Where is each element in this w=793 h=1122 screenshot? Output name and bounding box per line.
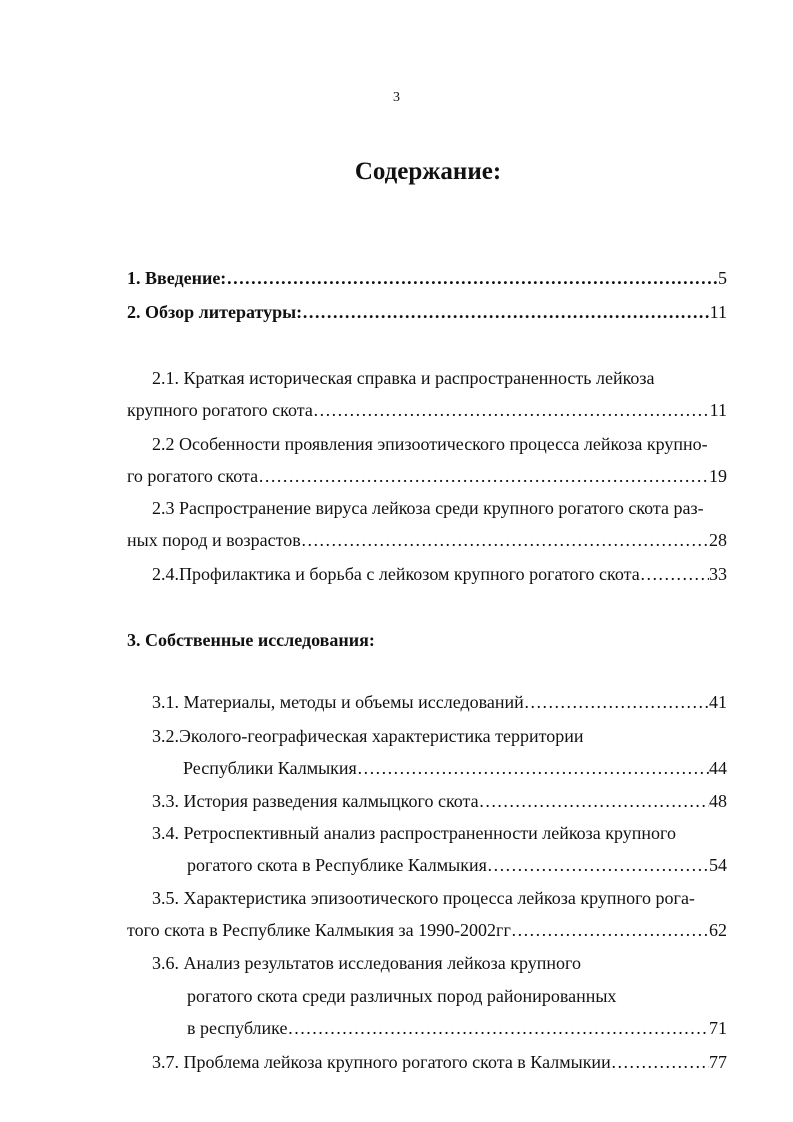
dot-leader [302,300,710,324]
toc-page-number: 5 [718,268,727,288]
toc-entry-text: ных пород и возрастов [127,530,301,550]
dot-leader [479,789,709,813]
toc-entry-3-5 [127,918,727,942]
toc-entry-2 [127,300,727,324]
toc-entry-text: 1. Введение: [127,268,227,288]
dot-leader [511,918,709,942]
toc-page-number: 33 [709,564,727,584]
toc-entry-text: 2. Обзор литературы: [127,302,303,322]
toc-entry-3-2-line1: 3.2.Эколого-географическая характеристика территории [152,726,584,746]
toc-entry-text: 3.7. Проблема лейкоза крупного рогатого скота в Калмыкии [152,1052,611,1072]
toc-page-number: 19 [709,466,727,486]
toc-entry-1 [127,266,727,290]
toc-entry-text: 2.4.Профилактика и борьба с лейкозом крупного рогатого скота [152,564,640,584]
dot-leader [226,266,718,290]
toc-entry-text: го рогатого скота [127,466,259,486]
dot-leader [258,464,709,488]
page-number: 3 [393,90,400,105]
toc-entry-text: рогатого скота в Республике Калмыкия [187,855,487,875]
toc-section-3-heading: 3. Собственные исследования: [127,630,375,650]
toc-entry-2-3 [127,528,727,552]
toc-entry-3-3 [152,789,727,813]
toc-entry-2-2-line1: 2.2 Особенности проявления эпизоотического процесса лейкоза крупно- [152,434,708,454]
toc-entry-2-1-line1: 2.1. Краткая историческая справка и распространенность лейкоза [152,368,655,388]
dot-leader [357,756,709,780]
toc-entry-text: в республике [187,1018,288,1038]
dot-leader [301,528,709,552]
toc-entry-2-3-line1: 2.3 Распространение вируса лейкоза среди крупного рогатого скота раз- [152,498,704,518]
dot-leader [487,853,709,877]
toc-page-number: 62 [709,920,727,940]
dot-leader [313,398,710,422]
toc-page-number: 11 [709,400,727,420]
toc-entry-text: 3.3. История разведения калмыцкого скота [152,791,479,811]
dot-leader [640,562,709,586]
toc-page-number: 77 [709,1052,727,1072]
toc-entry-2-2 [127,464,727,488]
dot-leader [287,1016,709,1040]
toc-entry-3-4-line1: 3.4. Ретроспективный анализ распространенности лейкоза крупного [152,823,676,843]
toc-entry-3-2 [183,756,727,780]
toc-entry-text: 3.1. Материалы, методы и объемы исследований [152,692,524,712]
toc-page-number: 44 [709,758,727,778]
toc-page-number: 71 [709,1018,727,1038]
toc-entry-3-1 [152,690,727,714]
toc-page-number: 11 [709,302,727,322]
dot-leader [524,690,709,714]
toc-entry-text: Республики Калмыкия [183,758,357,778]
dot-leader [611,1050,709,1074]
toc-entry-3-4 [187,853,727,877]
toc-entry-3-7 [152,1050,727,1074]
toc-page-number: 54 [709,855,727,875]
toc-page-number: 28 [709,530,727,550]
toc-entry-3-6 [187,1016,727,1040]
toc-page-number: 41 [709,692,727,712]
toc-entry-3-5-line1: 3.5. Характеристика эпизоотического процесса лейкоза крупного рога- [152,888,695,908]
toc-page-number: 48 [709,791,727,811]
toc-entry-3-6-line2: рогатого скота среди различных пород районированных [187,986,617,1006]
toc-entry-text: крупного рогатого скота [127,400,313,420]
toc-entry-2-4 [152,562,727,586]
toc-entry-text: того скота в Республике Калмыкия за 1990-2002гг [127,920,511,940]
page-title: Содержание: [354,158,502,185]
toc-entry-3-6-line1: 3.6. Анализ результатов исследования лейкоза крупного [152,953,581,973]
toc-entry-2-1 [127,398,727,422]
